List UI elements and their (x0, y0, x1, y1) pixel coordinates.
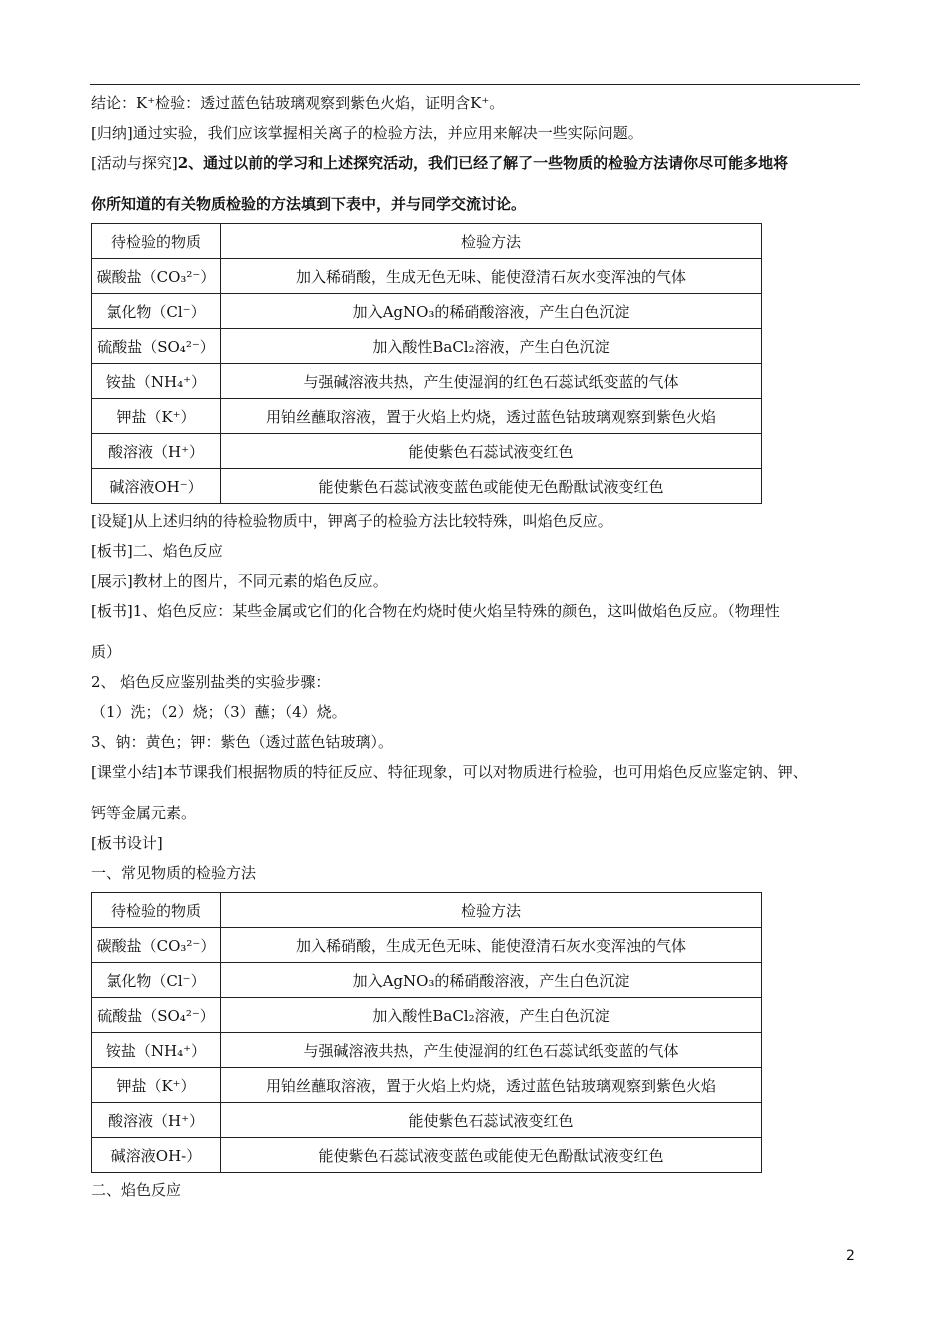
header-rule (90, 84, 860, 85)
table-row (92, 259, 762, 294)
table-row (92, 399, 762, 434)
method-cell: 加入AgNO₃的稀硝酸溶液，产生白色沉淀 (221, 963, 762, 998)
steps-line: （1）洗；（2）烧；（3）蘸；（4）烧。 (91, 703, 347, 721)
method-cell: 加入酸性BaCl₂溶液，产生白色沉淀 (221, 329, 762, 364)
table-row (92, 1103, 762, 1138)
detection-table-2 (91, 892, 762, 1173)
conclusion-line: 结论：K⁺检验：透过蓝色钴玻璃观察到紫色火焰，证明含K⁺。 (91, 94, 505, 112)
substance-cell: 酸溶液（H⁺） (92, 434, 221, 469)
table-row (92, 469, 762, 504)
substance-cell: 铵盐（NH₄⁺） (92, 364, 221, 399)
substance-cell: 氯化物（Cl⁻） (92, 294, 221, 329)
page-number: 2 (846, 1248, 855, 1264)
board-design-line: [板书设计] (91, 834, 163, 852)
activity-bold-text: 2、通过以前的学习和上述探究活动，我们已经了解了一些物质的检验方法请你尽可能多地将 (177, 154, 789, 172)
activity-line-2: 你所知道的有关物质检验的方法填到下表中，并与同学交流讨论。 (91, 195, 527, 213)
header-method: 检验方法 (221, 893, 762, 928)
method-cell: 能使紫色石蕊试液变蓝色或能使无色酚酞试液变红色 (221, 1138, 762, 1173)
substance-cell: 硫酸盐（SO₄²⁻） (92, 998, 221, 1033)
substance-cell: 酸溶液（H⁺） (92, 1103, 221, 1138)
board-line-2: [板书]1、焰色反应：某些金属或它们的化合物在灼烧时使火焰呈特殊的颜色，这叫做焰色反应。（物理性 (91, 602, 780, 620)
board-line-1: [板书]二、焰色反应 (91, 542, 223, 560)
show-line: [展示]教材上的图片，不同元素的焰色反应。 (91, 572, 388, 590)
summary-induction-line: [归纳]通过实验，我们应该掌握相关离子的检验方法，并应用来解决一些实际问题。 (91, 124, 643, 142)
substance-cell: 碳酸盐（CO₃²⁻） (92, 928, 221, 963)
section-1-heading: 一、常见物质的检验方法 (91, 864, 257, 882)
method-cell: 用铂丝蘸取溶液，置于火焰上灼烧，透过蓝色钴玻璃观察到紫色火焰 (221, 1068, 762, 1103)
table-row (92, 1068, 762, 1103)
table-row (92, 294, 762, 329)
table-header-row (92, 224, 762, 259)
board-line-2-cont: 质） (91, 643, 122, 661)
activity-prefix: [活动与探究] (91, 154, 178, 172)
table-row (92, 434, 762, 469)
method-cell: 与强碱溶液共热，产生使湿润的红色石蕊试纸变蓝的气体 (221, 364, 762, 399)
table-header-row (92, 893, 762, 928)
substance-cell: 碳酸盐（CO₃²⁻） (92, 259, 221, 294)
activity-line-1 (91, 152, 861, 174)
table-row (92, 998, 762, 1033)
method-cell: 加入酸性BaCl₂溶液，产生白色沉淀 (221, 998, 762, 1033)
method-cell: 加入AgNO₃的稀硝酸溶液，产生白色沉淀 (221, 294, 762, 329)
page-content (91, 92, 861, 1201)
header-substance: 待检验的物质 (92, 893, 221, 928)
substance-cell: 氯化物（Cl⁻） (92, 963, 221, 998)
method-cell: 能使紫色石蕊试液变蓝色或能使无色酚酞试液变红色 (221, 469, 762, 504)
header-substance: 待检验的物质 (92, 224, 221, 259)
method-cell: 用铂丝蘸取溶液，置于火焰上灼烧，透过蓝色钴玻璃观察到紫色火焰 (221, 399, 762, 434)
section-2-heading: 二、焰色反应 (91, 1181, 182, 1199)
table-row (92, 329, 762, 364)
substance-cell: 钾盐（K⁺） (92, 1068, 221, 1103)
class-summary-cont: 钙等金属元素。 (91, 804, 197, 822)
doubt-line: [设疑]从上述归纳的待检验物质中，钾离子的检验方法比较特殊，叫焰色反应。 (91, 512, 613, 530)
header-method: 检验方法 (221, 224, 762, 259)
flame-colors-line: 3、钠：黄色；钾：紫色（透过蓝色钴玻璃）。 (91, 733, 394, 751)
table-row (92, 928, 762, 963)
table-row (92, 1033, 762, 1068)
substance-cell: 铵盐（NH₄⁺） (92, 1033, 221, 1068)
substance-cell: 硫酸盐（SO₄²⁻） (92, 329, 221, 364)
method-cell: 加入稀硝酸，生成无色无味、能使澄清石灰水变浑浊的气体 (221, 928, 762, 963)
table-row (92, 1138, 762, 1173)
method-cell: 加入稀硝酸，生成无色无味、能使澄清石灰水变浑浊的气体 (221, 259, 762, 294)
method-cell: 能使紫色石蕊试液变红色 (221, 434, 762, 469)
table-row (92, 364, 762, 399)
class-summary-line: [课堂小结]本节课我们根据物质的特征反应、特征现象，可以对物质进行检验，也可用焰色反应鉴定钠、钾、 (91, 763, 808, 781)
substance-cell: 钾盐（K⁺） (92, 399, 221, 434)
detection-table-1 (91, 223, 762, 504)
substance-cell: 碱溶液OH-） (92, 1138, 221, 1173)
substance-cell: 碱溶液OH⁻） (92, 469, 221, 504)
steps-title: 2、 焰色反应鉴别盐类的实验步骤： (91, 673, 331, 691)
method-cell: 与强碱溶液共热，产生使湿润的红色石蕊试纸变蓝的气体 (221, 1033, 762, 1068)
method-cell: 能使紫色石蕊试液变红色 (221, 1103, 762, 1138)
table-row (92, 963, 762, 998)
